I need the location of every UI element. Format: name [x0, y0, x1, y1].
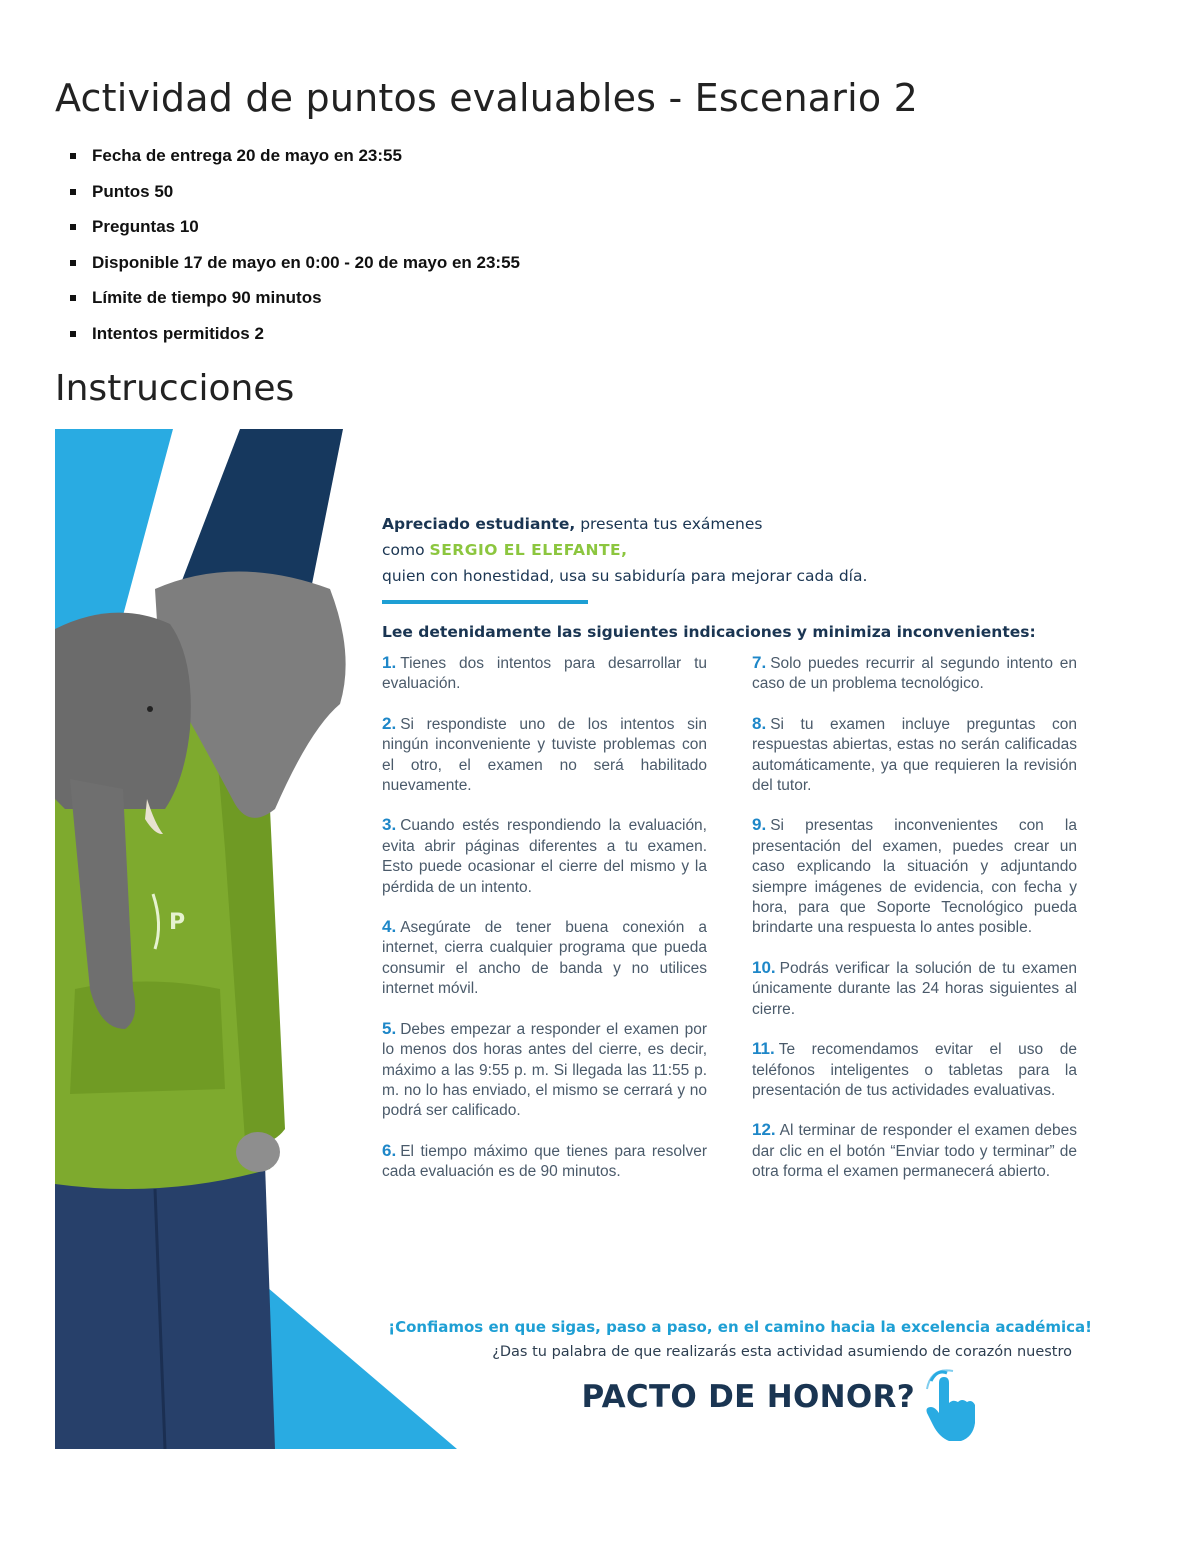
rule-item: 7. Solo puedes recurrir al segundo intento en caso de un problema tecnológico. — [752, 653, 1077, 693]
greeting-line-2 — [382, 537, 1062, 563]
greeting-line-1 — [382, 511, 1062, 537]
rule-item: 4. Asegúrate de tener buena conexión a internet, cierra cualquier programa que pueda consumir el ancho de banda y no utilices internet móvil. — [382, 917, 707, 998]
elephant-eye-shape — [147, 706, 153, 712]
greeting-name: SERGIO EL ELEFANTE, — [429, 541, 628, 559]
honor-question: ¿Das tu palabra de que realizarás esta actividad asumiendo de corazón nuestro — [492, 1344, 1072, 1360]
rule-item: 10. Podrás verificar la solución de tu examen únicamente durante las 24 horas siguientes al cierre. — [752, 957, 1077, 1018]
detail-availability: Disponible 17 de mayo en 0:00 - 20 de mayo en 23:55 — [68, 245, 520, 281]
rules-column-right — [752, 653, 1077, 1202]
rule-item: 11. Te recomendamos evitar el uso de teléfonos inteligentes o tabletas para la presentación de tus actividades evaluativas. — [752, 1039, 1077, 1099]
rule-item: 5. Debes empezar a responder el examen por lo menos dos horas antes del cierre, es decir, máximo a las 9:55 p. m. Si llegada las 11:55 p. m. no lo has enviado, el mismo se cerrará y no podrá ser calificado. — [382, 1018, 707, 1120]
detail-time-limit: Límite de tiempo 90 minutos — [68, 280, 520, 316]
accent-divider — [382, 600, 588, 604]
instructions-heading: Instrucciones — [55, 368, 295, 409]
hand-shape — [927, 1377, 976, 1441]
rule-item: 8. Si tu examen incluye preguntas con respuestas abiertas, estas no serán calificadas automáticamente, ya que requieren la revisión del tutor. — [752, 713, 1077, 795]
instructions-subheading: Lee detenidamente las siguientes indicaciones y minimiza inconvenientes: — [382, 623, 1036, 641]
pointing-hand-icon[interactable] — [923, 1367, 983, 1447]
rule-item: 12. Al terminar de responder el examen debes dar clic en el botón “Enviar todo y terminar” de otra forma el examen permanecerá abierto. — [752, 1120, 1077, 1181]
greeting-como: como — [382, 541, 425, 559]
rule-item: 2. Si respondiste uno de los intentos sin ningún inconveniente y tuviste problemas con el otro, el examen no será habilitado nuevamente. — [382, 713, 707, 795]
detail-points: Puntos 50 — [68, 174, 520, 210]
detail-due-date: Fecha de entrega 20 de mayo en 23:55 — [68, 138, 520, 174]
hoodie-logo-letter: P — [169, 910, 186, 935]
detail-questions: Preguntas 10 — [68, 209, 520, 245]
greeting-line-3: quien con honestidad, usa su sabiduría para mejorar cada día. — [382, 567, 868, 585]
page-title: Actividad de puntos evaluables - Escenario 2 — [55, 76, 918, 120]
assignment-details-list — [68, 138, 520, 351]
detail-attempts: Intentos permitidos 2 — [68, 316, 520, 352]
rule-item: 3. Cuando estés respondiendo la evaluación, evita abrir páginas diferentes a tu examen. Esto puede ocasionar el cierre del mismo y la pérdida de un intento. — [382, 815, 707, 896]
jeans-shape — [55, 1164, 275, 1449]
rule-item: 9. Si presentas inconvenientes con la presentación del examen, puedes crear un caso explicando la situación y adjuntando siempre imágenes de evidencia, con fecha y hora, para que Soporte Tecnológico pueda brindarte una respuesta lo antes posible. — [752, 815, 1077, 937]
greeting-rest: presenta tus exámenes — [580, 515, 763, 533]
rules-column-left — [382, 653, 707, 1202]
rule-item: 6. El tiempo máximo que tienes para resolver cada evaluación es de 90 minutos. — [382, 1140, 707, 1181]
elephant-head-shape — [55, 613, 191, 809]
rule-item: 1. Tienes dos intentos para desarrollar tu evaluación. — [382, 653, 707, 693]
honor-pact-cta[interactable]: PACTO DE HONOR? — [581, 1379, 915, 1415]
instructions-poster — [55, 429, 1100, 1449]
greeting-block — [382, 511, 1062, 589]
closing-message: ¡Confiamos en que sigas, paso a paso, en el camino hacia la excelencia académica! — [388, 1318, 1092, 1336]
elephant-hand-shape — [236, 1132, 280, 1172]
greeting-bold: Apreciado estudiante, — [382, 515, 576, 533]
